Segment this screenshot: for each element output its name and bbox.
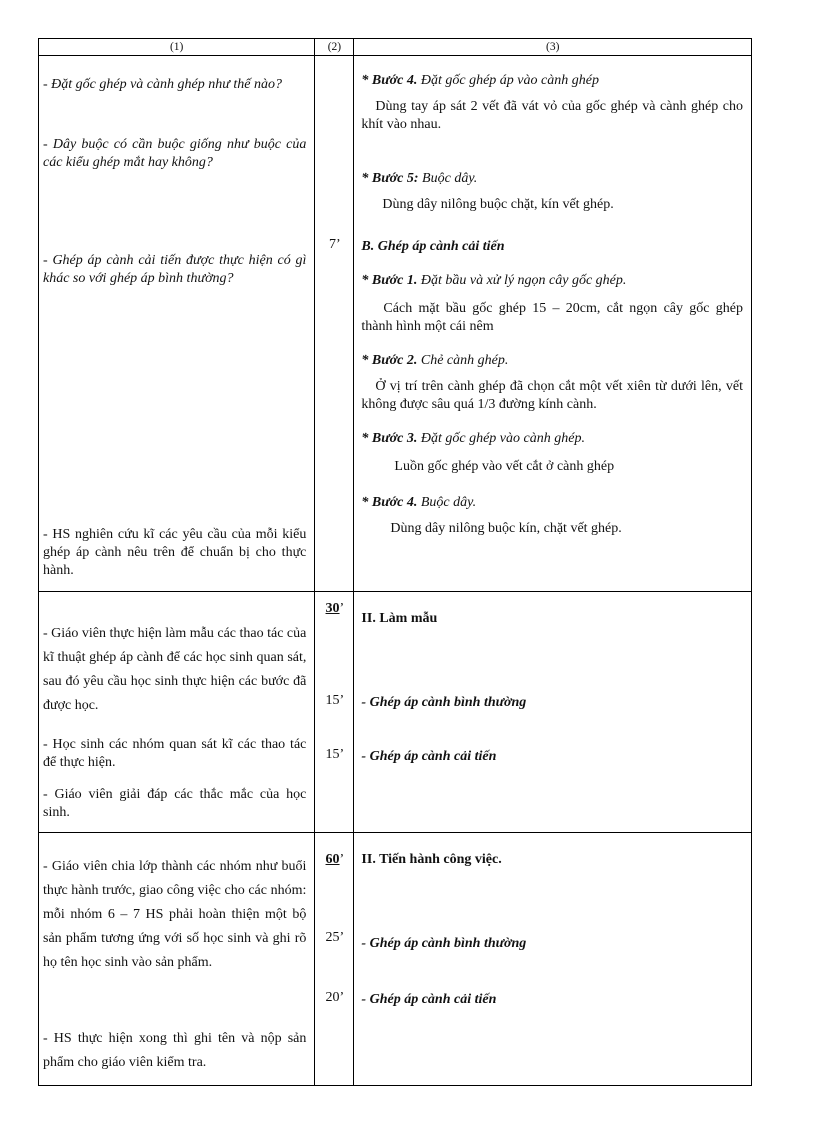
b-step-1-heading (361, 272, 743, 290)
b-step-4-text: Dùng dây nilông buộc kín, chặt vết ghép. (390, 521, 622, 536)
question-2: - Dây buộc có cần buộc giống như buộc của các kiểu ghép mắt hay không? (43, 137, 307, 170)
time-30 (315, 600, 354, 618)
step-5-heading (361, 170, 743, 188)
b-step-1-title: Đặt bầu và xử lý ngọn cây gốc ghép. (417, 273, 627, 288)
step-4-label: * Bước 4. (361, 73, 418, 88)
question-3: - Ghép áp cành cải tiến được thực hiện có gì khác so với ghép áp bình thường? (43, 253, 307, 286)
lesson-plan-table (38, 38, 752, 1086)
time-60-value: 60 (325, 852, 340, 867)
section1-col3 (354, 56, 752, 592)
section1-col1 (39, 56, 315, 592)
b-step-2-heading (361, 352, 743, 370)
section3-col3 (354, 833, 752, 1086)
b-step-4-title: Buộc dây. (417, 495, 477, 510)
students-submit: - HS thực hiện xong thì ghi tên và nộp sản phẩm cho giáo viên kiểm tra. (43, 1031, 307, 1070)
b-step-1-text: Cách mặt bầu gốc ghép 15 – 20cm, cắt ngọn cây gốc ghép thành hình một cái nêm (361, 301, 743, 334)
b-step-3-heading (361, 430, 743, 448)
teacher-answers: - Giáo viên giải đáp các thắc mắc của học sinh. (43, 787, 307, 820)
b-step-3-title: Đặt gốc ghép vào cành ghép. (417, 431, 585, 446)
section3-col2 (315, 833, 354, 1086)
step-5-label: * Bước 5: (361, 171, 419, 186)
b-step-4-label: * Bước 4. (361, 495, 418, 510)
section2-col2 (315, 592, 354, 833)
section1-row (39, 56, 752, 592)
b-step-4-heading (361, 494, 743, 512)
time-30-mark: ’ (339, 601, 345, 616)
time-7: 7’ (329, 237, 341, 252)
section2-item-2: - Ghép áp cành cải tiến (361, 749, 497, 764)
header-col3: (3) (354, 39, 752, 56)
section2-col3 (354, 592, 752, 833)
b-step-3-label: * Bước 3. (361, 431, 418, 446)
section2-heading: II. Làm mẫu (361, 611, 438, 626)
section3-col1 (39, 833, 315, 1086)
section1-col2 (315, 56, 354, 592)
step-5-title: Buộc dây. (418, 171, 478, 186)
section3-item-1: - Ghép áp cành bình thường (361, 936, 527, 951)
section2-item-1: - Ghép áp cành bình thường (361, 695, 527, 710)
time-25: 25’ (325, 930, 345, 945)
student-task: - HS nghiên cứu kĩ các yêu cầu của mỗi kiểu ghép áp cành nêu trên để chuẩn bị cho thực hành. (43, 527, 307, 578)
teacher-groups: - Giáo viên chia lớp thành các nhóm như buổi thực hành trước, giao công việc cho các nhóm: mỗi nhóm 6 – 7 HS phải hoàn thiện một bộ sản phẩm tương ứng với số học sinh và ghi rõ họ tên học sinh vào sản phẩm. (43, 859, 307, 970)
step-4-heading (361, 72, 743, 90)
section3-heading: II. Tiến hành công việc. (361, 852, 502, 867)
b-step-1-label: * Bước 1. (361, 273, 418, 288)
time-15a: 15’ (325, 693, 345, 708)
students-observe: - Học sinh các nhóm quan sát kĩ các thao tác để thực hiện. (43, 737, 307, 770)
b-step-2-title: Chẻ cành ghép. (417, 353, 509, 368)
time-15b: 15’ (325, 747, 345, 762)
header-col2: (2) (315, 39, 354, 56)
time-20: 20’ (325, 990, 345, 1005)
teacher-demo: - Giáo viên thực hiện làm mẫu các thao tác của kĩ thuật ghép áp cành để các học sinh quan sát, sau đó yêu cầu học sinh thực hiện các bước đã được học. (43, 626, 307, 713)
heading-b: B. Ghép áp cành cải tiến (361, 239, 505, 254)
step-4-text: Dùng tay áp sát 2 vết đã vát vỏ của gốc ghép và cành ghép cho khít vào nhau. (361, 99, 743, 132)
b-step-2-text: Ở vị trí trên cành ghép đã chọn cắt một vết xiên từ dưới lên, vết không được sâu quá 1/3 đường kính cành. (361, 379, 743, 412)
header-col1: (1) (39, 39, 315, 56)
time-60 (315, 851, 354, 869)
time-30-value: 30 (325, 601, 340, 616)
time-60-mark: ’ (339, 852, 345, 867)
step-4-title: Đặt gốc ghép áp vào cành ghép (417, 73, 599, 88)
section2-row (39, 592, 752, 833)
section2-col1 (39, 592, 315, 833)
b-step-3-text: Luồn gốc ghép vào vết cắt ở cành ghép (394, 459, 615, 474)
section3-row (39, 833, 752, 1086)
b-step-2-label: * Bước 2. (361, 353, 418, 368)
step-5-text: Dùng dây nilông buộc chặt, kín vết ghép. (382, 197, 614, 212)
question-1: - Đặt gốc ghép và cành ghép như thế nào? (43, 77, 282, 92)
header-row (39, 39, 752, 56)
section3-item-2: - Ghép áp cành cải tiến (361, 992, 497, 1007)
